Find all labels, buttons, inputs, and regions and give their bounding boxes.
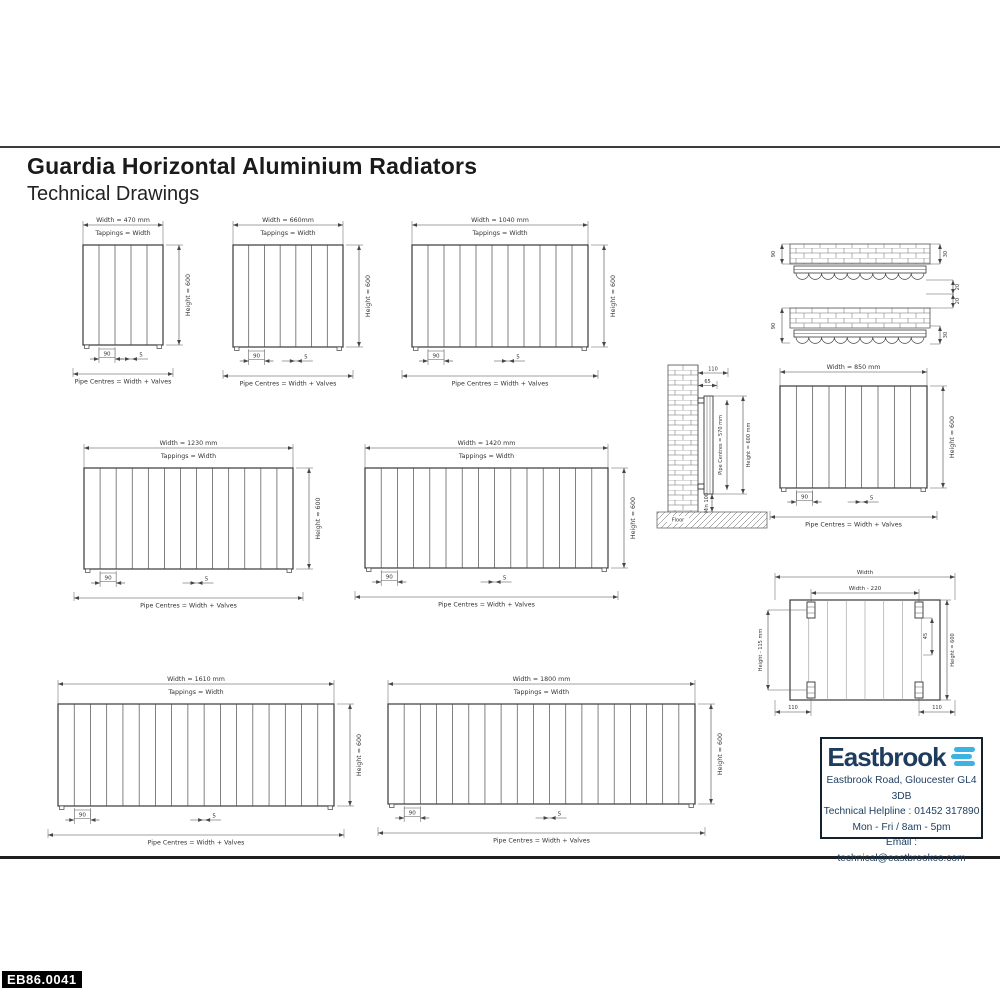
pitch-label: 90: [78, 812, 86, 819]
width-label: Width = 660mm: [262, 217, 314, 224]
width-label: Width = 470 mm: [96, 217, 150, 224]
brand-logo-row: [822, 741, 981, 773]
width-label: Width = 1610 mm: [167, 676, 225, 683]
top-view-mid-20a: 20: [955, 283, 961, 291]
floor-label: Floor: [671, 517, 685, 524]
radiator-front-view-1420: [335, 436, 673, 614]
brand-email: Email : technical@eastbrookco.com: [837, 837, 966, 864]
top-view-mid-20b: 20: [955, 297, 961, 305]
side-view-svg: [655, 360, 770, 535]
brand-info-box: [820, 737, 983, 864]
pipe-centres-label: Pipe Centres = Width + Valves: [451, 380, 549, 388]
width-label: Width = 1800 mm: [512, 676, 571, 683]
side-pipe-centres: Pipe Centres = 570 mm: [718, 415, 724, 475]
bracket-height-minus-label: Height - 115 mm: [758, 628, 764, 672]
pitch-label: 90: [104, 575, 112, 582]
tappings-label: Tappings = Width: [160, 453, 217, 460]
document-code: EB86.0041: [2, 971, 82, 988]
pipe-centres-label: Pipe Centres = Width + Valves: [74, 378, 172, 386]
pitch-label: 90: [253, 353, 261, 360]
bracket-110-right: 110: [932, 705, 942, 711]
radiator-front-view-1040: [382, 213, 653, 393]
min-floor-100: Min 100: [704, 492, 710, 514]
gap-label: 5: [139, 352, 143, 359]
pipe-centres-label: Pipe Centres = Width + Valves: [147, 839, 245, 847]
height-label: Height = 600: [315, 497, 322, 540]
bracket-110-left: 110: [788, 705, 798, 711]
gap-label: 5: [204, 576, 209, 583]
gap-label: 5: [869, 495, 874, 502]
height-label: Height = 600: [356, 733, 363, 777]
gap-label: 5: [502, 575, 507, 582]
radiator-front-view-1610: [28, 672, 399, 852]
height-label: Height = 600: [717, 732, 724, 776]
pitch-label: 90: [432, 353, 440, 360]
pitch-label: 90: [800, 494, 809, 501]
pitch-label: 90: [385, 574, 393, 581]
eastbrook-logo-icon: [950, 745, 976, 769]
brand-helpline: Technical Helpline : 01452 317890: [823, 806, 980, 817]
radiator-front-view-1800: [358, 672, 760, 850]
brand-hours: Mon - Fri / 8am - 5pm: [852, 821, 951, 833]
top-view-depth-top: 90: [771, 250, 777, 258]
pipe-centres-label: Pipe Centres = Width + Valves: [438, 601, 535, 609]
side-height: Height = 600 mm: [746, 422, 752, 468]
brand-address: Eastbrook Road, Gloucester GL4 3DB: [826, 775, 977, 802]
bracket-45-label: 45: [923, 632, 929, 640]
tappings-label: Tappings = Width: [260, 230, 316, 237]
radiator-front-view-1230: [54, 436, 358, 615]
height-label: Height = 600: [949, 415, 956, 459]
gap-label: 5: [304, 354, 308, 361]
eastbrook-logo: Eastbrook: [827, 741, 946, 772]
height-label: Height = 600: [610, 274, 617, 318]
radiator-front-view-470: [53, 213, 228, 391]
top-view-svg: [760, 238, 980, 363]
gap-label: 5: [212, 813, 216, 820]
bracket-offset-65: 65: [704, 379, 711, 385]
width-label: Width = 1040 mm: [471, 217, 529, 224]
height-label: Height = 600: [365, 274, 372, 318]
height-label: Height = 600: [185, 273, 192, 317]
page-title: Guardia Horizontal Aluminium Radiators: [27, 153, 478, 179]
pipe-centres-label: Pipe Centres = Width + Valves: [805, 521, 902, 529]
bracket-width-minus-label: Width - 220: [848, 586, 882, 592]
bracket-width-label: Width: [856, 570, 874, 576]
gap-label: 5: [557, 811, 562, 818]
bracket-height-label: Height = 600: [950, 633, 956, 667]
page-subtitle: Technical Drawings: [27, 183, 200, 205]
tappings-label: Tappings = Width: [168, 689, 224, 696]
pitch-label: 90: [103, 351, 111, 358]
pipe-centres-label: Pipe Centres = Width + Valves: [493, 837, 590, 845]
width-label: Width = 1420 mm: [457, 440, 516, 447]
width-label: Width = 1230 mm: [159, 440, 218, 447]
height-label: Height = 600: [630, 496, 637, 540]
top-view-gap-top: 30: [943, 250, 949, 258]
pipe-centres-label: Pipe Centres = Width + Valves: [140, 602, 237, 610]
bracket-view-svg: [755, 560, 990, 740]
tappings-label: Tappings = Width: [472, 230, 528, 237]
width-label: Width = 850 mm: [826, 364, 881, 371]
top-view-gap-bottom: 30: [943, 331, 949, 339]
radiator-front-view-660: [203, 213, 408, 393]
tappings-label: Tappings = Width: [513, 689, 570, 696]
wall-offset-110: 110: [708, 366, 718, 373]
radiator-front-view-850: [750, 360, 992, 534]
sheet-top-border: [0, 146, 1000, 148]
title-block: [27, 153, 477, 206]
pitch-label: 90: [408, 810, 416, 817]
pipe-centres-label: Pipe Centres = Width + Valves: [239, 380, 337, 388]
tappings-label: Tappings = Width: [95, 230, 151, 237]
tappings-label: Tappings = Width: [458, 453, 515, 460]
top-view-depth-bottom: 90: [771, 322, 777, 330]
gap-label: 5: [516, 354, 520, 361]
